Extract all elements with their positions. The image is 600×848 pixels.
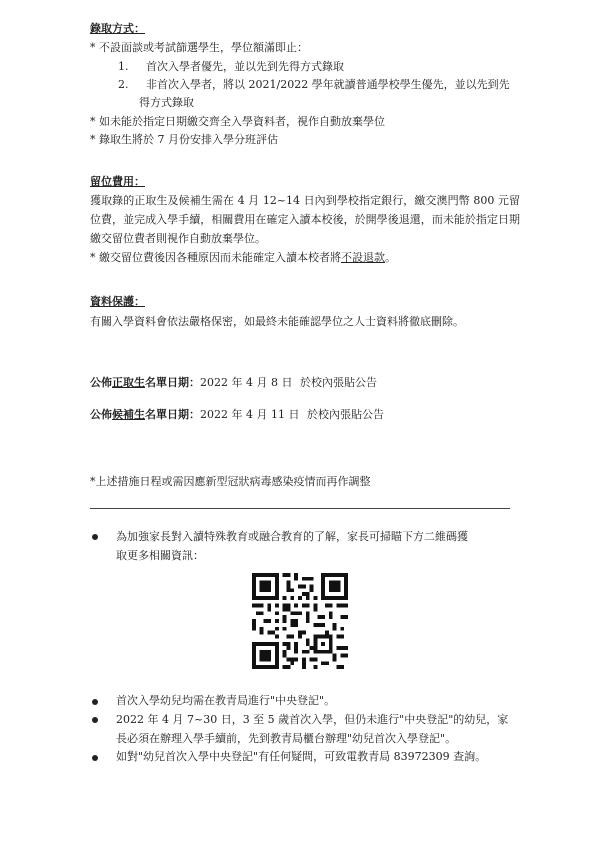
- qr-code-icon[interactable]: [252, 573, 348, 669]
- announce-emphasis: 正取生: [112, 376, 145, 389]
- admission-intro: * 不設面談或考試篩選學生，學位額滿即止：: [90, 41, 308, 54]
- announce-label: 名單日期：: [145, 408, 200, 421]
- announce-date: 2022 年 4 月 11 日: [200, 408, 300, 421]
- announce-date: 2022 年 4 月 8 日: [200, 376, 293, 389]
- announce-line-2: [90, 406, 384, 423]
- admission-item-2: [118, 76, 510, 93]
- item-number: 1.: [118, 60, 129, 73]
- bullet-text-4: 如對"幼兒首次入學中央登記"有任何疑問，可致電教青局 83972309 查詢。: [116, 750, 487, 763]
- bullet-text-2: 首次入學幼兒均需在教青局進行"中央登記"。: [116, 694, 336, 707]
- announce-suffix: 於校內張貼公告: [306, 408, 384, 421]
- bullet-dot-icon: [92, 699, 98, 705]
- bullet-line: 2022 年 4 月 7~30 日，3 至 5 歲首次入學，但仍未進行"中央登記"的幼兒，家: [116, 713, 509, 726]
- fee-note-suffix: 。: [385, 251, 396, 264]
- fee-note-prefix: * 繳交留位費後因各種原因而未能確定入讀本校者將: [90, 251, 341, 264]
- bullet-line: 長必須在辦理入學手續前，先到教青局櫃台辦理"幼兒首次入學登記"。: [116, 732, 457, 745]
- bullet-dot-icon: [92, 717, 98, 723]
- fee-note: [90, 249, 396, 266]
- announce-label: 名單日期：: [145, 376, 200, 389]
- fee-note-emphasis: 不設退款: [341, 251, 385, 264]
- admission-item-1: [118, 58, 344, 75]
- admission-item-2-cont: 得方式錄取: [139, 96, 194, 109]
- bullet-text-1: [116, 527, 514, 565]
- divider: [90, 508, 510, 509]
- bullet-dot-icon: [92, 755, 98, 761]
- fee-body: 獲取錄的正取生及候補生需在 4 月 12~14 日內到學校指定銀行，繳交澳門幣 800 元留位費，並完成入學手續，相關費用在確定入讀本校後，於開學後退還，而未能於指定日期繳交留位費者則視作自動放棄學位。: [90, 194, 520, 245]
- announce-prefix: 公佈: [90, 408, 112, 421]
- item-text: 非首次入學者，將以 2021/2022 學年就讀普通學校學生優先，並以先到先: [146, 78, 510, 91]
- privacy-body: 有關入學資料會依法嚴格保密，如最終未能確認學位之人士資料將徹底刪除。: [90, 315, 464, 328]
- bullet-line: 取更多相關資訊：: [116, 549, 204, 562]
- bullet-dot-icon: [92, 534, 98, 540]
- admission-note-1: * 如未能於指定日期繳交齊全入學資料者，視作自動放棄學位: [90, 115, 385, 128]
- admission-heading: 錄取方式：: [90, 22, 145, 35]
- announce-line-1: [90, 374, 377, 391]
- bullet-text-3: [116, 710, 514, 748]
- privacy-heading: 資料保護：: [90, 295, 145, 308]
- announce-emphasis: 候補生: [112, 408, 145, 421]
- fee-heading: 留位費用：: [90, 175, 145, 188]
- bullet-line: 為加強家長對入讀特殊教育或融合教育的了解，家長可掃瞄下方二維碼獲: [116, 530, 468, 543]
- item-number: 2.: [118, 78, 129, 91]
- announce-suffix: 於校內張貼公告: [299, 376, 377, 389]
- disclaimer: *上述措施日程或需因應新型冠狀病毒感染疫情而再作調整: [90, 475, 371, 488]
- admission-note-2: * 錄取生將於 7 月份安排入學分班評估: [90, 133, 278, 146]
- announce-prefix: 公佈: [90, 376, 112, 389]
- item-text: 首次入學者優先，並以先到先得方式錄取: [146, 60, 344, 73]
